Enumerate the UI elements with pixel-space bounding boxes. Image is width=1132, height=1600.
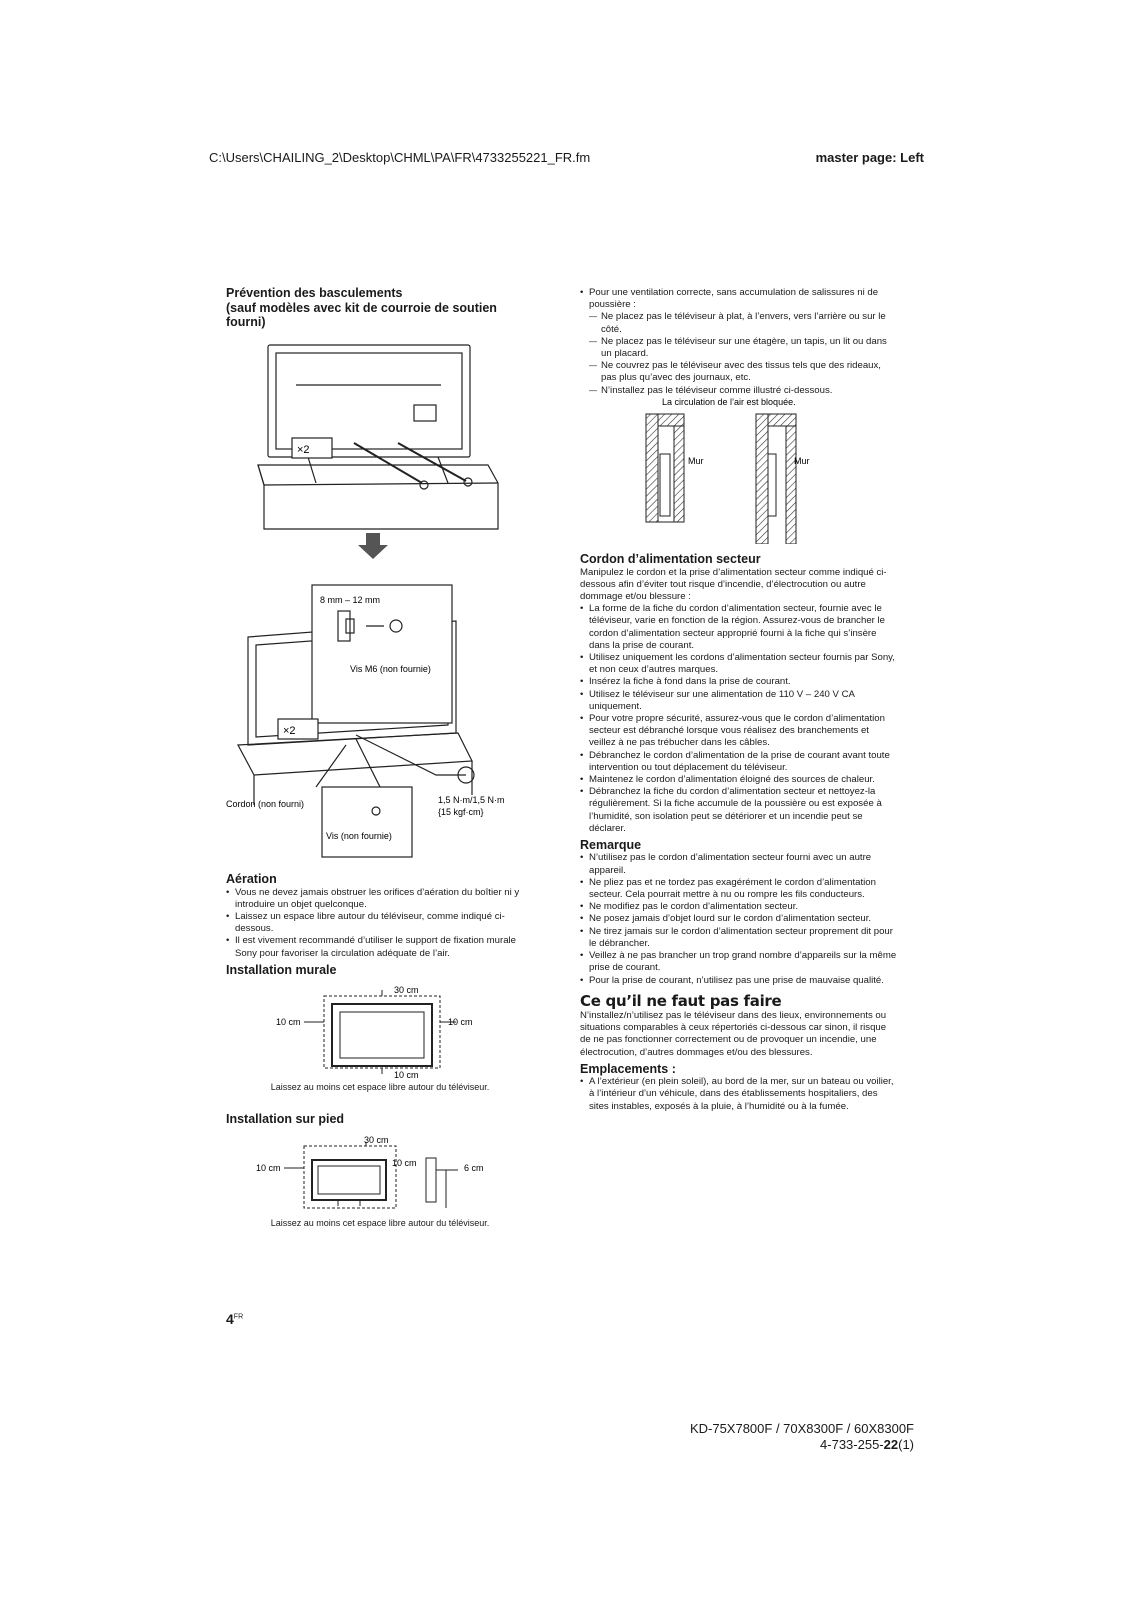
- note-item: • Veillez à ne pas brancher un trop grand nombre d’appareils sur la même prise de courant.: [580, 950, 898, 974]
- page-number: $4^{FR}$: [226, 1311, 244, 1327]
- model-info: [690, 1421, 914, 1453]
- model-numbers: KD-75X7800F / 70X8300F / 60X8300F: [689, 1421, 914, 1436]
- locations-title: Emplacements :: [580, 1061, 676, 1076]
- ventilation-item: — N’installez pas le téléviseur comme illustré ci-dessous.: [589, 385, 898, 397]
- note-item: • Ne pliez pas et ne tordez pas exagérément le cordon d’alimentation secteur. Cela pourrait mettre à nu ou rompre les fils conducteurs.: [580, 877, 898, 901]
- screw-count-label-bottom: ×2: [283, 725, 296, 737]
- power-cord-item: • Débranchez le cordon d’alimentation de la prise de courant avant toute intervention ou tout déplacement du téléviseur.: [580, 750, 898, 774]
- ventilation-list: [580, 287, 898, 397]
- dont-title: Ce qu’il ne faut pas faire: [580, 991, 782, 1010]
- power-cord-item: • Débranchez la fiche du cordon d’alimentation secteur et nettoyez-la régulièrement. Si la fiche accumule de la poussière ou est exposée à l’humidité, son isolation peut se détériorer et un incendie peut se déclarer.: [580, 786, 898, 835]
- power-cord-item: • Insérez la fiche à fond dans la prise de courant.: [580, 676, 898, 688]
- stand-install-section: [226, 1112, 534, 1127]
- locations-list: [580, 1076, 898, 1113]
- wall-right-gap: 10 cm: [448, 1017, 473, 1027]
- stand-caption: Laissez au moins cet espace libre autour du téléviseur.: [270, 1218, 490, 1228]
- power-cord-item: • Pour votre propre sécurité, assurez-vous que le cordon d’alimentation secteur est débranché lorsque vous réalisez des branchements et veillez à ne pas trébucher dans les câbles.: [580, 713, 898, 750]
- screw-count-label-top: ×2: [297, 444, 310, 456]
- stand-left-gap: 10 cm: [256, 1163, 281, 1173]
- ventilation-item: — Ne placez pas le téléviseur à plat, à l’envers, vers l’arrière ou sur le côté.: [589, 311, 898, 335]
- stand-mid-gap: 10 cm: [392, 1158, 417, 1168]
- note-item: • N’utilisez pas le cordon d’alimentation secteur fourni avec un autre appareil.: [580, 852, 898, 876]
- ventilation-sublist: [589, 311, 898, 396]
- note-list: [580, 852, 898, 986]
- torque-label: 1,5 N·m/1,5 N·m: [438, 795, 505, 805]
- tip-title: Prévention des basculements: [226, 286, 403, 300]
- aeration-title: Aération: [226, 872, 277, 886]
- aeration-section: [226, 872, 534, 977]
- wall-left-gap: 10 cm: [276, 1017, 301, 1027]
- ventilation-item: — Ne placez pas le téléviseur sur une étagère, un tapis, un lit ou dans un placard.: [589, 336, 898, 360]
- note-title: Remarque: [580, 837, 642, 852]
- cord-label: Cordon (non fourni): [226, 799, 305, 809]
- screw-m6-label: Vis M6 (non fournie): [350, 664, 431, 674]
- screw-not-supplied-label: Vis (non fournie): [326, 831, 392, 841]
- wall-label-1: Mur: [688, 456, 704, 466]
- stand-top-gap: 30 cm: [364, 1135, 389, 1145]
- power-cord-item: • Maintenez le cordon d’alimentation éloigné des sources de chaleur.: [580, 774, 898, 786]
- aeration-item: • Vous ne devez jamais obstruer les orifices d’aération du boîtier ni y introduire un objet quelconque.: [226, 887, 534, 911]
- tip-prevention-figure: [226, 335, 534, 865]
- stand-install-title: Installation sur pied: [226, 1112, 345, 1126]
- wall-bottom-gap: 10 cm: [394, 1070, 419, 1080]
- wall-label-2: Mur: [794, 456, 810, 466]
- screw-size-label: 8 mm – 12 mm: [320, 595, 381, 605]
- wall-top-gap: 30 cm: [394, 985, 419, 995]
- document-code: 4-733-255-22(1): [820, 1437, 914, 1452]
- power-cord-section: [580, 552, 898, 1113]
- torque-label-kgf: {15 kgf·cm}: [438, 807, 484, 817]
- stand-install-figure: [254, 1134, 504, 1214]
- note-item: • Ne posez jamais d’objet lourd sur le cordon d’alimentation secteur.: [580, 913, 898, 925]
- power-cord-item: • La forme de la fiche du cordon d’alimentation secteur, fournie avec le téléviseur, varie en fonction de la région. Assurez-vous de brancher le cordon d’alimentation secteur approprié fourni à la fiche qui s’insère dans la prise de courant.: [580, 603, 898, 652]
- note-item: • Ne tirez jamais sur le cordon d’alimentation secteur proprement dit pour le débrancher.: [580, 926, 898, 950]
- power-cord-item: • Utilisez uniquement les cordons d’alimentation secteur fournis par Sony, et non ceux d’autres marques.: [580, 652, 898, 676]
- stand-right-gap: 6 cm: [464, 1163, 484, 1173]
- location-item: • A l’extérieur (en plein soleil), au bord de la mer, sur un bateau ou voilier, à l’intérieur d’un véhicule, dans des établissements hospitaliers, des sites instables, exposés à la pluie, à l’humidité ou à la fumée.: [580, 1076, 898, 1113]
- dont-text: N’installez/n’utilisez pas le téléviseur dans des lieux, environnements ou situations comparables à ceux répertoriés ci-dessous car sinon, il risque de ne pas fonctionner correctement ou de provoquer un incendie, une électrocution, d’autres dommages et/ou des blessures.: [580, 1009, 887, 1058]
- wall-install-title: Installation murale: [226, 962, 337, 977]
- air-blocked-figure: [640, 396, 840, 544]
- note-item: • Ne modifiez pas le cordon d’alimentation secteur.: [580, 901, 898, 913]
- file-path: C:\Users\CHAILING_2\Desktop\CHML\PA\FR\4733255221_FR.fm: [209, 150, 591, 165]
- power-cord-list: [580, 603, 898, 835]
- aeration-item: • Laissez un espace libre autour du téléviseur, comme indiqué ci-dessous.: [226, 911, 534, 935]
- power-cord-title: Cordon d’alimentation secteur: [580, 552, 761, 566]
- ventilation-section: [580, 287, 898, 397]
- master-page-label: master page: Left: [815, 150, 924, 165]
- air-blocked-caption: La circulation de l’air est bloquée.: [662, 397, 796, 407]
- ventilation-intro: Pour une ventilation correcte, sans accumulation de salissures ni de poussière :: [589, 287, 879, 311]
- ventilation-item: — Ne couvrez pas le téléviseur avec des tissus tels que des rideaux, pas plus qu’avec des journaux, etc.: [589, 360, 898, 384]
- arrow-down-icon: [358, 533, 388, 559]
- aeration-item: • Il est vivement recommandé d’utiliser le support de fixation murale Sony pour favoriser la circulation adéquate de l’air.: [226, 935, 534, 959]
- power-cord-intro: Manipulez le cordon et la prise d’alimentation secteur comme indiqué ci-dessous afin d’éviter tout risque d’incendie, d’électrocution ou autre dommage et/ou blessure :: [580, 566, 887, 602]
- left-column: [226, 286, 534, 330]
- aeration-list: [226, 887, 534, 960]
- wall-install-figure: [270, 982, 500, 1082]
- note-item: • Pour la prise de courant, n’utilisez pas une prise de mauvaise qualité.: [580, 975, 898, 987]
- wall-caption: Laissez au moins cet espace libre autour du téléviseur.: [270, 1082, 490, 1092]
- power-cord-item: • Utilisez le téléviseur sur une alimentation de 110 V – 240 V CA uniquement.: [580, 689, 898, 713]
- tip-subtitle: (sauf modèles avec kit de courroie de soutien fourni): [226, 300, 497, 329]
